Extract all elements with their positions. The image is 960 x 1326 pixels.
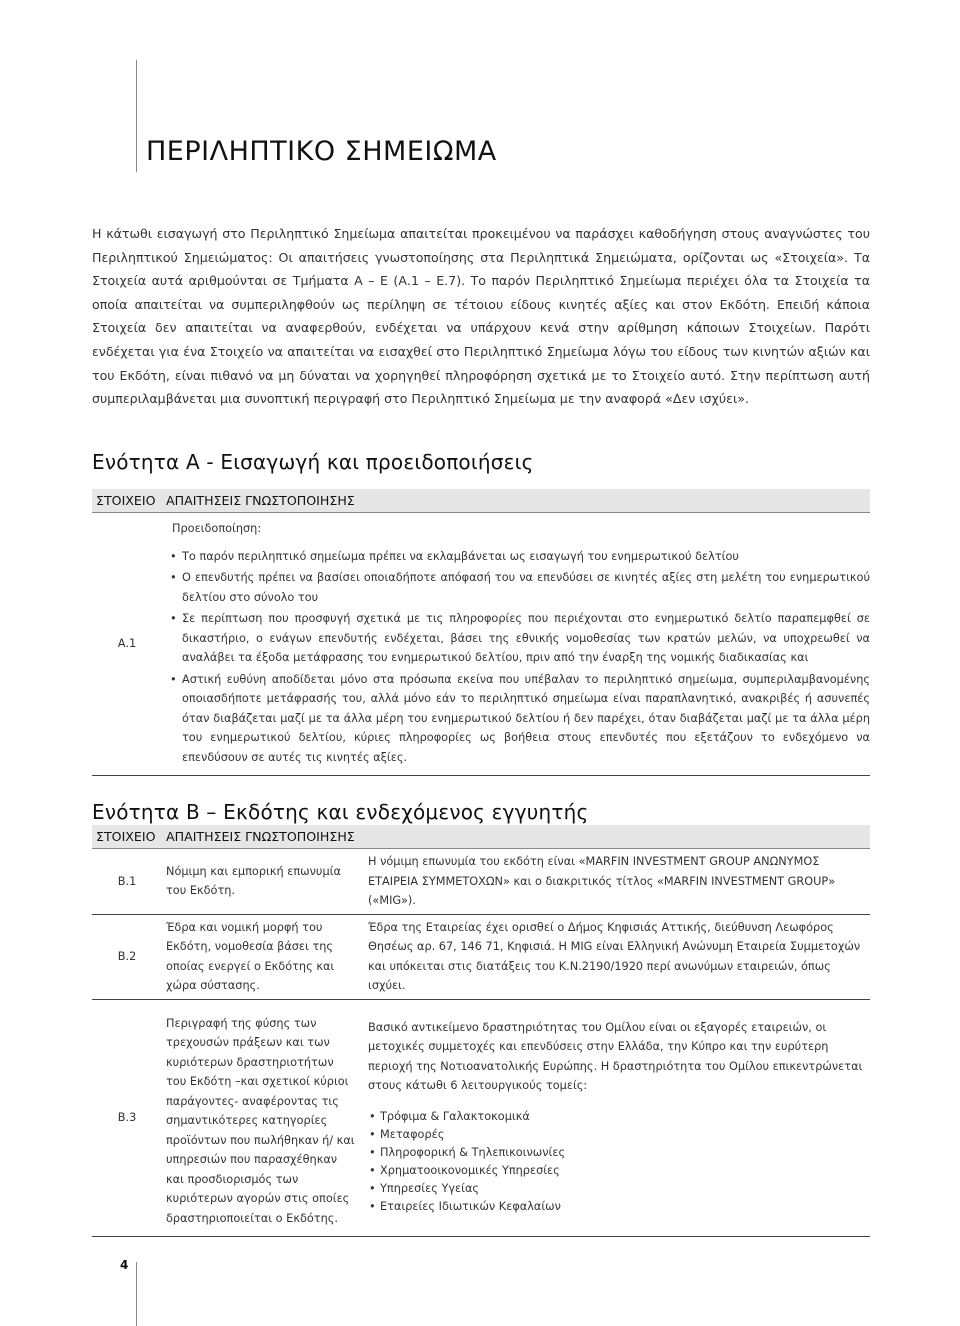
page-number: 4 (120, 1258, 129, 1272)
table-row (92, 513, 870, 776)
list-item: • Υπηρεσίες Υγείας (368, 1180, 870, 1198)
requirement-cell: Έδρα και νομική μορφή του Εκδότη, νομοθεσία βάσει της οποίας ενεργεί ο Εκδότης και χώρα σύστασης. (162, 914, 362, 999)
list-item: • Αστική ευθύνη αποδίδεται μόνο στα πρόσωπα εκείνα που υπέβαλαν το περιληπτικό σημείωμα, συμπεριλαμβανομένης οποιασδήποτε μετάφρασής του, αλλά μόνο εάν το περιληπτικό σημείωμα είναι παραπλανητικό, ανακριβές ή ασυνεπές όταν διαβάζεται μαζί με τα άλλα μέρη του ενημερωτικού δελτίου ή δεν παρέχει, όταν διαβάζεται μαζί με τα άλλα μέρη του ενημερωτικού δελτίου, κύριες πληροφορίες ως βοήθεια στους επενδυτές που εξετάζουν το ενδεχόμενο να επενδύσουν σε αυτές τις κινητές αξίες. (168, 670, 870, 768)
requirement-cell: Νόμιμη και εμπορική επωνυμία του Εκδότη. (162, 849, 362, 915)
warning-label: Προειδοποίηση: (172, 522, 262, 535)
page-title: ΠΕΡΙΛΗΠΤΙΚΟ ΣΗΜΕΙΩΜΑ (146, 136, 497, 167)
requirement-cell: Περιγραφή της φύσης των τρεχουσών πράξεων και των κυριότερων δραστηριοτήτων του Εκδότη –και σχετικοί κύριοι παράγοντες- αναφέροντας τις σημαντικότερες κατηγορίες προϊόντων που πωλήθηκαν ή/ και υπηρεσιών που παρασχέθηκαν και προσδιορισμός των κυριότερων αγορών στις οποίες δραστηριοποιείται ο Εκδότης. (162, 999, 362, 1237)
value-cell: Έδρα της Εταιρείας έχει ορισθεί ο Δήμος Κηφισιάς Αττικής, διεύθυνση Λεωφόρος Θησέως αρ. 67, 146 71, Κηφισιά. Η MIG είναι Ελληνική Ανώνυμη Εταιρεία Συμμετοχών και υπόκειται στις διατάξεις του Κ.Ν.2190/1920 περί ανωνύμων εταιρειών, όπως ισχύει. (362, 914, 870, 999)
column-header-item: ΣΤΟΙΧΕΙΟ (92, 825, 162, 849)
section-b-title: Ενότητα Β – Εκδότης και ενδεχόμενος εγγυητής (92, 800, 589, 824)
title-rule (136, 60, 137, 172)
table-row (92, 914, 870, 999)
list-item: • Τρόφιμα & Γαλακτοκομικά (368, 1108, 870, 1126)
requirement-cell (162, 513, 870, 776)
table-row (92, 999, 870, 1237)
intro-paragraph: Η κάτωθι εισαγωγή στο Περιληπτικό Σημείωμα απαιτείται προκειμένου να παράσχει καθοδήγηση στους αναγνώστες του Περιληπτικού Σημειώματος: Οι απαιτήσεις γνωστοποίησης στα Περιληπτικά Σημειώματα, ορίζονται ως «Στοιχεία». Τα Στοιχεία αυτά αριθμούνται σε Τμήματα Α – Ε (Α.1 – Ε.7). Το παρόν Περιληπτικό Σημείωμα περιέχει όλα τα Στοιχεία τα οποία απαιτείται να συμπεριληφθούν ως περίληψη σε τέτοιου είδους κινητές αξίες και στον Εκδότη. Επειδή κάποια Στοιχεία δεν απαιτείται να αναφερθούν, ενδέχεται να υπάρχουν κενά στην αρίθμηση κάποιων Στοιχείων. Παρότι ενδέχεται για ένα Στοιχείο να απαιτείται να εισαχθεί στο Περιληπτικό Σημείωμα λόγω του είδους των κινητών αξιών και του Εκδότη, είναι πιθανό να μη δύναται να χορηγηθεί πληροφόρηση σχετικά με το Στοιχείο αυτό. Στην περίπτωση αυτή συμπεριλαμβάνεται μια συνοπτική περιγραφή στο Περιληπτικό Σημείωμα με την αναφορά «Δεν ισχύει». (92, 226, 870, 407)
value-cell: Η νόμιμη επωνυμία του εκδότη είναι «MARFIN INVESTMENT GROUP ΑΝΩΝΥΜΟΣ ΕΤΑΙΡΕΙΑ ΣΥΜΜΕΤΟΧΩΝ» και ο διακριτικός τίτλος «MARFIN INVESTMENT GROUP» («MIG»). (362, 849, 870, 915)
list-item: • Ο επενδυτής πρέπει να βασίσει οποιαδήποτε απόφασή του να επενδύσει σε κινητές αξίες στη μελέτη του ενημερωτικού δελτίου στο σύνολο του (168, 568, 870, 607)
activities-list (368, 1108, 870, 1216)
list-item: • Πληροφορική & Τηλεπικοινωνίες (368, 1144, 870, 1162)
list-item: • Μεταφορές (368, 1126, 870, 1144)
table-row (92, 849, 870, 915)
section-b-table (92, 825, 870, 1237)
item-code: Β.1 (92, 849, 162, 915)
warning-list (168, 547, 870, 768)
list-item: • Εταιρείες Ιδιωτικών Κεφαλαίων (368, 1198, 870, 1216)
item-code: Β.3 (92, 999, 162, 1237)
column-header-requirements: ΑΠΑΙΤΗΣΕΙΣ ΓΝΩΣΤΟΠΟΙΗΣΗΣ (162, 489, 870, 513)
item-code: Α.1 (92, 513, 162, 776)
list-item: • Χρηματοοικονομικές Υπηρεσίες (368, 1162, 870, 1180)
list-item: • Το παρόν περιληπτικό σημείωμα πρέπει να εκλαμβάνεται ως εισαγωγή του ενημερωτικού δελτίου (168, 547, 870, 567)
activities-intro: Βασικό αντικείμενο δραστηριότητας του Ομίλου είναι οι εξαγορές εταιρειών, οι μετοχικές συμμετοχές και επενδύσεις στην Ελλάδα, την Κύπρο και την ευρύτερη περιοχή της Νοτιοανατολικής Ευρώπης. Η δραστηριότητα του Ομίλου επικεντρώνεται στους κάτωθι 6 λειτουργικούς τομείς: (368, 1020, 863, 1093)
value-cell (362, 999, 870, 1237)
column-header-item: ΣΤΟΙΧΕΙΟ (92, 489, 162, 513)
list-item: • Σε περίπτωση που προσφυγή σχετικά με τις πληροφορίες που περιέχονται στο ενημερωτικό δελτίο παραπεμφθεί σε δικαστήριο, ο ενάγων επενδυτής ενδέχεται, βάσει της εθνικής νομοθεσίας των κρατών μελών, να υποχρεωθεί να αναλάβει τα έξοδα μετάφρασης του ενημερωτικού δελτίου, πριν από την έναρξη της νομικής διαδικασίας και (168, 609, 870, 668)
section-a-header-row (92, 489, 870, 513)
page-number-rule (136, 1262, 137, 1326)
section-b-header-row (92, 825, 870, 849)
column-header-requirements: ΑΠΑΙΤΗΣΕΙΣ ΓΝΩΣΤΟΠΟΙΗΣΗΣ (162, 825, 870, 849)
section-a-title: Ενότητα Α - Εισαγωγή και προειδοποιήσεις (92, 450, 534, 474)
item-code: Β.2 (92, 914, 162, 999)
section-a-table (92, 489, 870, 776)
